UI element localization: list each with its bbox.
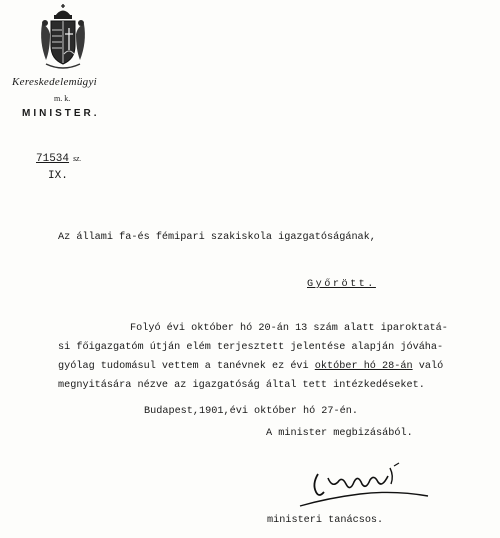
body-line-3-end: való — [412, 361, 444, 372]
ministry-abbreviation: m. k. — [54, 94, 71, 103]
on-behalf-line: A minister megbizásából. — [266, 428, 413, 439]
signatory-title: ministeri tanácsos. — [267, 515, 384, 526]
handwritten-signature-icon — [298, 462, 433, 512]
reference-number — [36, 153, 81, 165]
body-line-1: Folyó évi október hó 20-án 13 szám alatt iparoktatá- — [130, 323, 448, 334]
reference-number-value: 71534 — [36, 153, 70, 165]
date-line: Budapest,1901,évi október hó 27-én. — [144, 406, 358, 417]
hungarian-crest-icon — [38, 4, 88, 70]
addressee-city: Győrött. — [307, 279, 376, 290]
reference-department: IX. — [48, 170, 68, 182]
addressee-line: Az állami fa-és fémipari szakiskola igazgatóságának, — [58, 232, 376, 243]
body-line-2: si főigazgatóm útján elém terjesztett jelentése alapján jóváha- — [58, 342, 444, 353]
reference-number-suffix: sz. — [73, 154, 82, 163]
body-line-3-underlined-date: október hó 28-án — [314, 361, 413, 372]
minister-title: MINISTER. — [22, 108, 100, 119]
body-line-3 — [58, 361, 443, 372]
body-line-4: megnyitására nézve az igazgatóság által tett intézkedéseket. — [58, 380, 425, 391]
ministry-name: Kereskedelemügyi — [12, 76, 98, 88]
body-line-3-start: gyólag tudomásul vettem a tanévnek ez évi — [58, 361, 315, 372]
